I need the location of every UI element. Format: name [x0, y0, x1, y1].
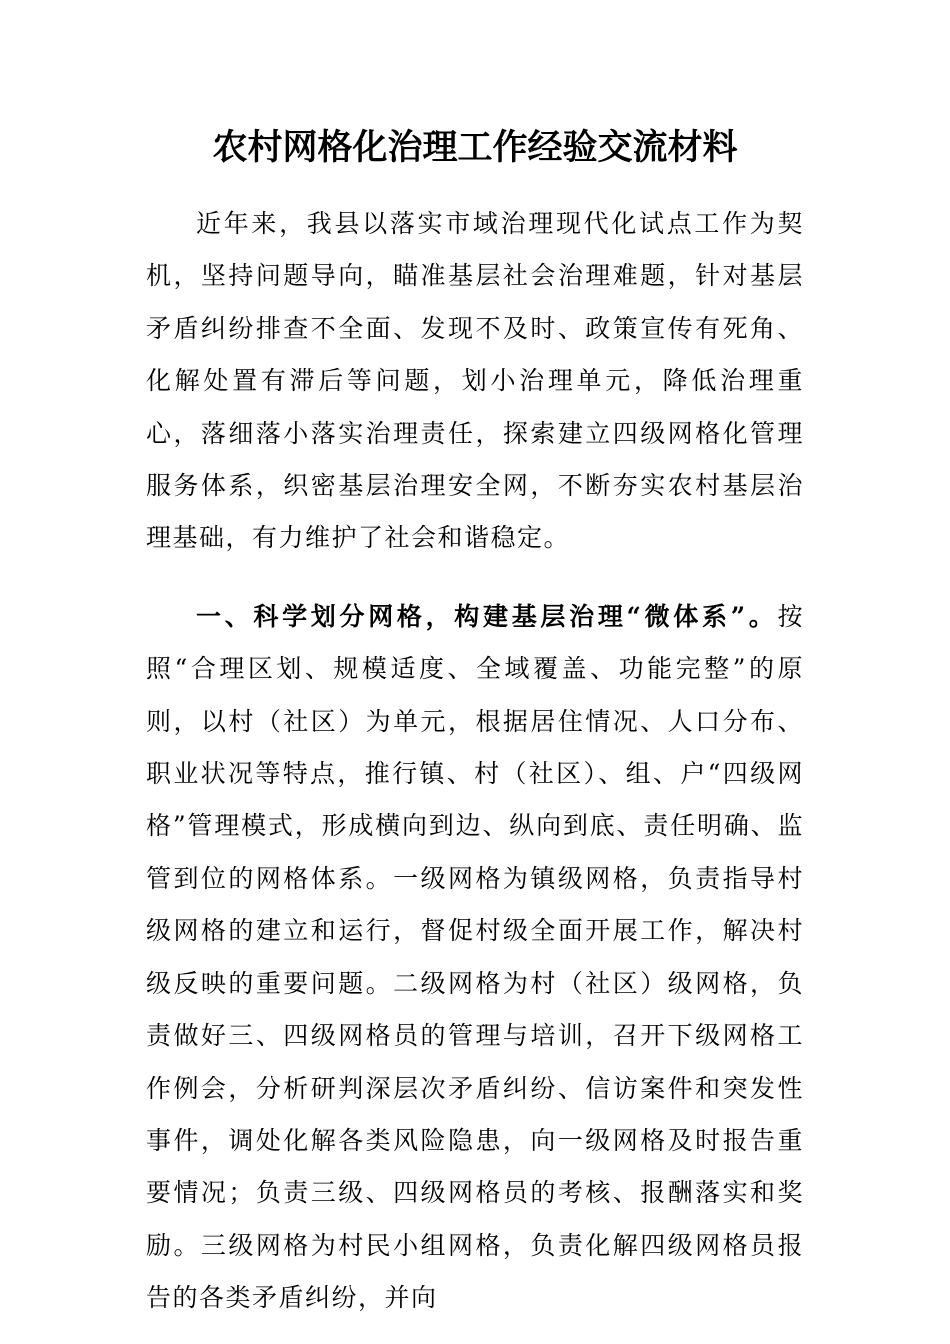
intro-paragraph — [146, 198, 804, 565]
paragraph-gap — [146, 565, 804, 591]
document-title: 农村网格化治理工作经验交流材料 — [212, 127, 738, 168]
section-one-paragraph — [146, 591, 804, 1325]
document-body — [146, 198, 804, 1325]
section-one-heading: 一、科学划分网格，构建基层治理“微体系”。 — [196, 601, 778, 631]
intro-paragraph-text: 近年来，我县以落实市域治理现代化试点工作为契机，坚持问题导向，瞄准基层社会治理难题，针对基层矛盾纠纷排查不全面、发现不及时、政策宣传有死角、化解处置有滞后等问题，划小治理单元，降低治理重心，落细落小落实治理责任，探索建立四级网格化管理服务体系，织密基层治理安全网，不断夯实农村基层治理基础，有力维护了社会和谐稳定。 — [146, 209, 804, 553]
section-one-text: 按照“合理区划、规模适度、全域覆盖、功能完整”的原则，以村（社区）为单元，根据居住情况、人口分布、职业状况等特点，推行镇、村（社区）、组、户“四级网格”管理模式，形成横向到边、纵向到底、责任明确、监管到位的网格体系。一级网格为镇级网格，负责指导村级网格的建立和运行，督促村级全面开展工作，解决村级反映的重要问题。二级网格为村（社区）级网格，负责做好三、四级网格员的管理与培训，召开下级网格工作例会，分析研判深层次矛盾纠纷、信访案件和突发性事件，调处化解各类风险隐患，向一级网格及时报告重要情况；负责三级、四级网格员的考核、报酬落实和奖励。三级网格为村民小组网格，负责化解四级网格员报告的各类矛盾纠纷，并向 — [146, 601, 804, 1313]
